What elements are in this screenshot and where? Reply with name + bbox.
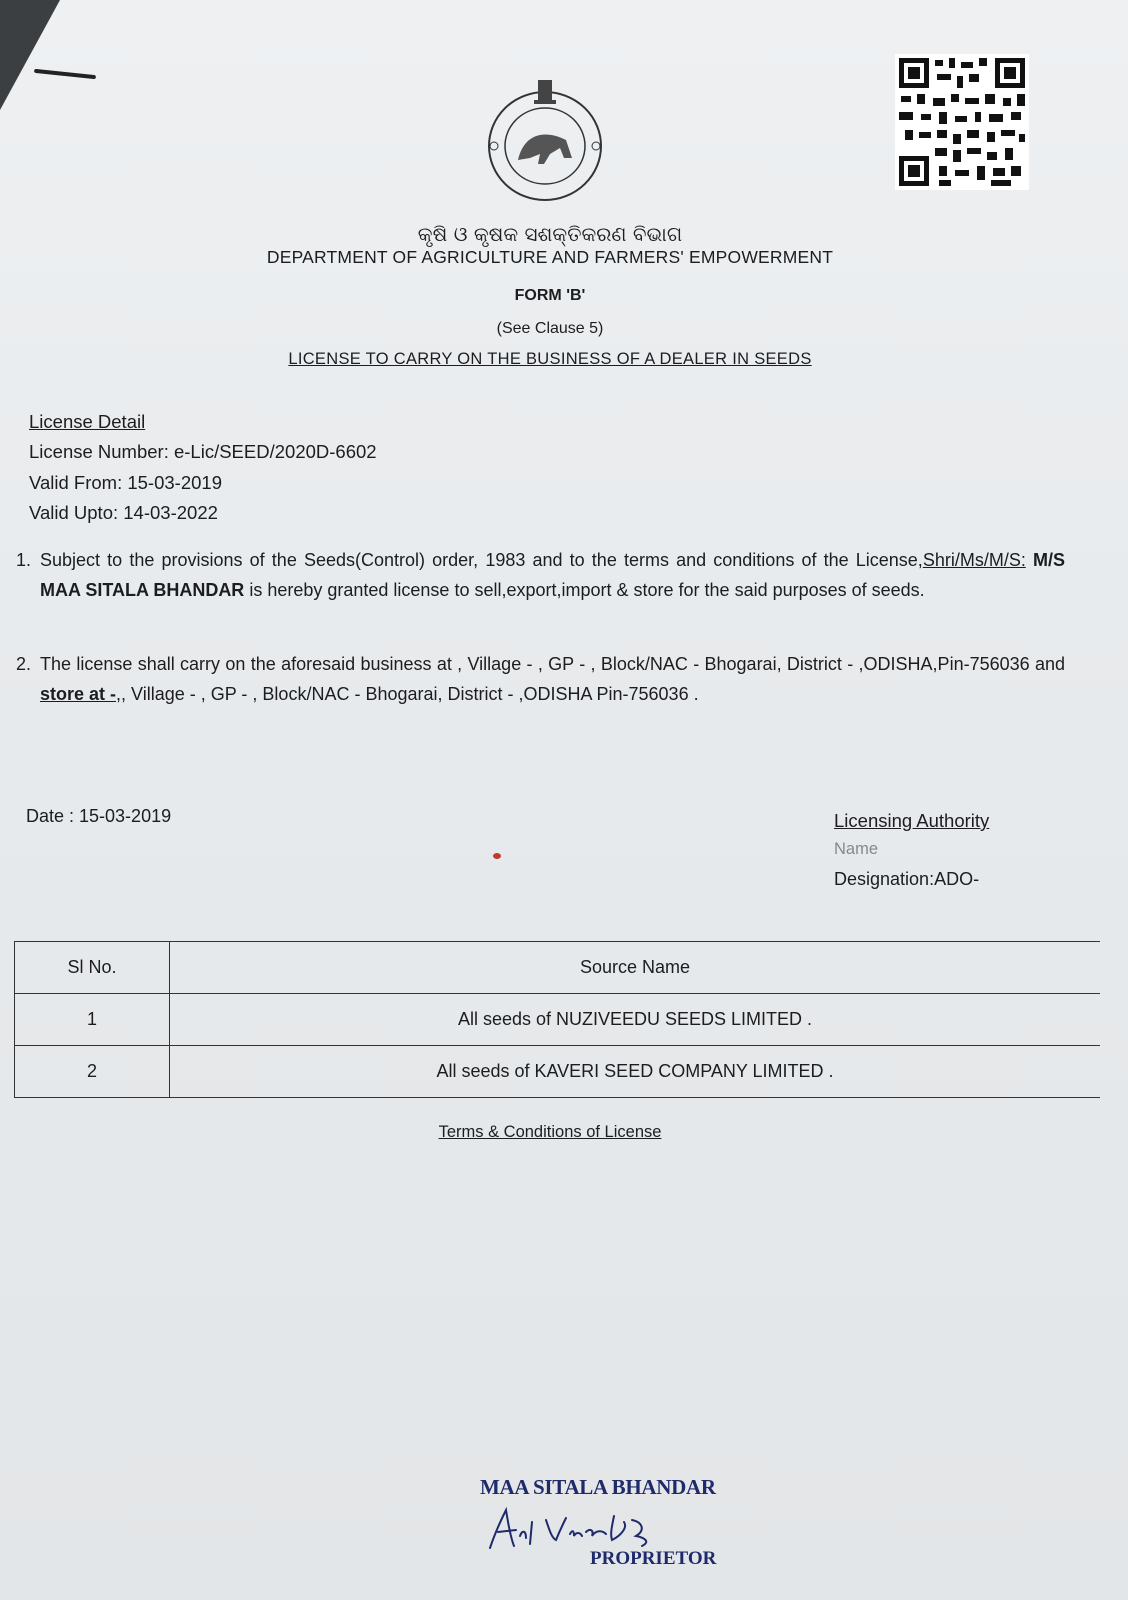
authority-name-label: Name xyxy=(834,840,879,858)
header-sl-no: Sl No. xyxy=(15,942,170,994)
table-row xyxy=(15,994,1101,1046)
clause-1-text-b: is hereby granted license to sell,export,import & store for the said purposes of seeds. xyxy=(249,580,925,600)
row-source-name: All seeds of KAVERI SEED COMPANY LIMITED . xyxy=(170,1046,1101,1098)
clause-reference: (See Clause 5) xyxy=(496,320,604,337)
table-row xyxy=(15,1046,1101,1098)
shadow-corner xyxy=(0,0,60,110)
license-title: LICENSE TO CARRY ON THE BUSINESS OF A DEALER IN SEEDS xyxy=(288,350,812,368)
valid-from xyxy=(29,472,222,494)
clause-1 xyxy=(16,545,1065,605)
valid-from-label: Valid From: xyxy=(29,472,123,493)
license-detail-heading: License Detail xyxy=(29,411,146,432)
form-title: FORM 'B' xyxy=(514,287,586,304)
terms-and-conditions-link[interactable]: Terms & Conditions of License xyxy=(438,1123,662,1141)
clause-2-text-b: ,, Village - , GP - , Block/NAC - Bhogarai, District - ,ODISHA Pin-756036 . xyxy=(116,684,699,704)
clause-1-number: 1. xyxy=(16,550,32,570)
row-sl-no: 2 xyxy=(15,1046,170,1098)
row-sl-no: 1 xyxy=(15,994,170,1046)
source-table xyxy=(14,941,1100,1098)
valid-from-value: 15-03-2019 xyxy=(127,472,222,493)
store-at-label: store at - xyxy=(40,684,117,704)
issue-date: Date : 15-03-2019 xyxy=(26,806,172,826)
valid-upto-value: 14-03-2022 xyxy=(123,502,218,523)
ink-spot xyxy=(493,853,501,859)
stamp-shop-name: MAA SITALA BHANDAR xyxy=(480,1475,716,1499)
header-source-name: Source Name xyxy=(170,942,1101,994)
clause-2-number: 2. xyxy=(16,654,32,674)
licensing-authority: Licensing Authority xyxy=(834,810,990,831)
valid-upto-label: Valid Upto: xyxy=(29,502,119,523)
row-source-name: All seeds of NUZIVEEDU SEEDS LIMITED . xyxy=(170,994,1101,1046)
license-number-label: License Number: xyxy=(29,441,169,462)
authority-designation: Designation:ADO- xyxy=(834,869,980,889)
odisha-emblem-icon xyxy=(484,74,606,204)
license-holder: M/S MAA SITALA BHANDAR xyxy=(40,550,1065,600)
salutation: Shri/Ms/M/S: xyxy=(922,550,1026,570)
valid-upto xyxy=(29,502,218,524)
department-title: DEPARTMENT OF AGRICULTURE AND FARMERS' EMPOWERMENT xyxy=(266,247,834,267)
license-number-value: e-Lic/SEED/2020D-6602 xyxy=(173,441,377,462)
qr-code-icon xyxy=(895,54,1029,190)
clause-1-text-a: Subject to the provisions of the Seeds(Control) order, 1983 and to the terms and conditions of the License, xyxy=(40,550,923,570)
table-header-row xyxy=(15,942,1101,994)
department-title-odia: କୃଷି ଓ କୃଷକ ସଶକ୍ତିକରଣ ବିଭାଗ xyxy=(417,222,683,246)
clause-2 xyxy=(16,649,1065,709)
stamp-role: PROPRIETOR xyxy=(590,1548,717,1569)
license-number xyxy=(29,441,377,463)
clause-2-text-a: The license shall carry on the aforesaid business at , Village - , GP - , Block/NAC - Bhogarai, District - ,ODISHA,Pin-756036 and xyxy=(40,654,1065,674)
